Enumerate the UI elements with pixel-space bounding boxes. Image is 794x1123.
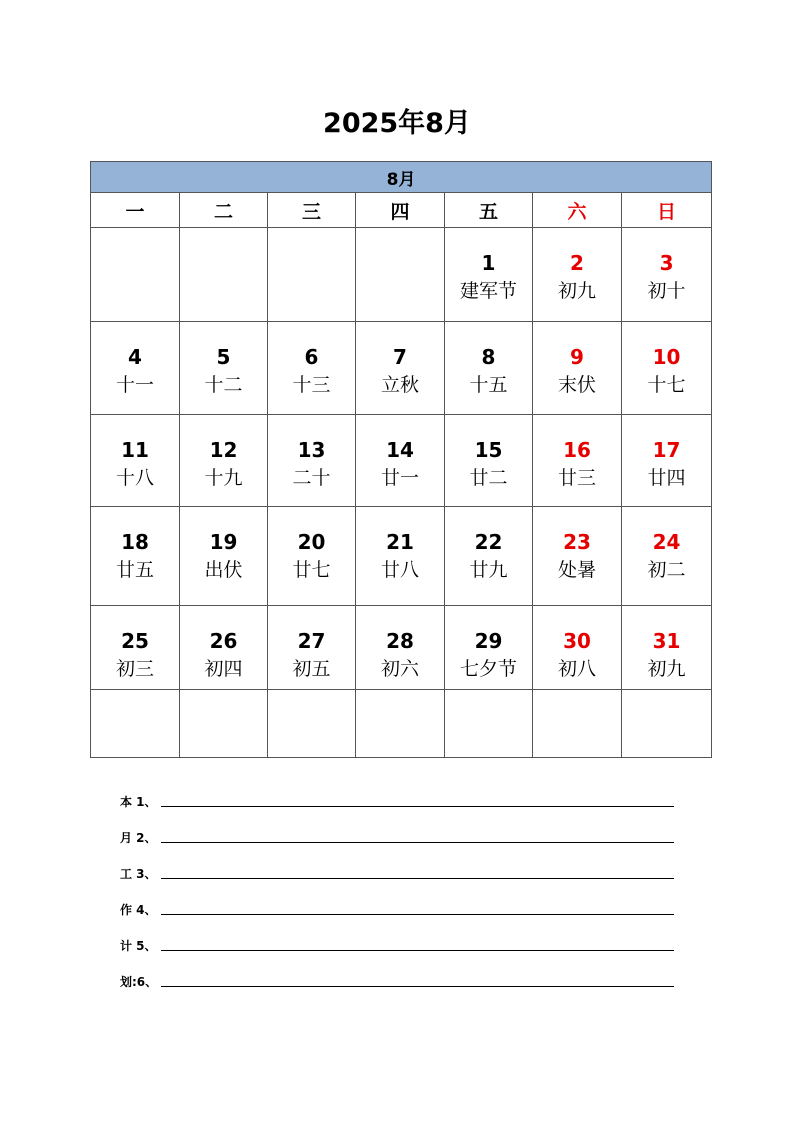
day-number: 9 — [570, 345, 584, 369]
lunar-date: 十三 — [292, 374, 331, 396]
day-cell[interactable] — [356, 606, 445, 690]
calendar-table — [90, 161, 712, 758]
day-cell[interactable] — [268, 606, 356, 690]
empty-day-cell[interactable] — [91, 228, 180, 322]
week-row — [91, 228, 712, 322]
empty-day-cell[interactable] — [533, 690, 622, 758]
lunar-date: 十一 — [115, 374, 154, 396]
day-number: 2 — [570, 251, 584, 275]
day-cell[interactable] — [533, 228, 622, 322]
note-label: 计 5、 — [120, 939, 157, 953]
day-number: 16 — [563, 438, 591, 462]
day-cell[interactable] — [91, 322, 180, 415]
day-cell[interactable] — [180, 322, 268, 415]
day-number: 28 — [386, 629, 414, 653]
weekday-wed: 三 — [268, 193, 356, 228]
note-line[interactable] — [161, 986, 674, 987]
day-number: 31 — [652, 629, 681, 653]
note-line[interactable] — [161, 806, 674, 807]
note-line[interactable] — [161, 878, 674, 879]
day-number: 6 — [304, 345, 319, 369]
day-number: 15 — [474, 438, 503, 462]
day-cell[interactable] — [622, 415, 712, 507]
day-cell[interactable] — [180, 507, 268, 606]
day-number: 10 — [652, 345, 681, 369]
empty-day-cell[interactable] — [622, 690, 712, 758]
note-label: 本 1、 — [120, 795, 157, 809]
lunar-date: 十五 — [469, 374, 508, 396]
lunar-date: 初六 — [380, 658, 419, 680]
empty-day-cell[interactable] — [356, 690, 445, 758]
day-number: 7 — [393, 345, 407, 369]
lunar-date: 十九 — [204, 467, 243, 489]
lunar-date: 廿九 — [469, 559, 508, 581]
day-cell[interactable] — [91, 606, 180, 690]
lunar-date: 廿五 — [115, 559, 154, 581]
day-cell[interactable] — [445, 507, 533, 606]
day-cell[interactable] — [445, 415, 533, 507]
day-number: 19 — [209, 530, 238, 554]
day-cell[interactable] — [268, 415, 356, 507]
work-plan-notes — [120, 790, 680, 1006]
lunar-date: 建军节 — [459, 280, 517, 302]
day-number: 21 — [386, 530, 414, 554]
empty-day-cell[interactable] — [180, 690, 268, 758]
day-cell[interactable] — [268, 322, 356, 415]
weekday-thu: 四 — [356, 193, 445, 228]
day-cell[interactable] — [533, 606, 622, 690]
day-cell[interactable] — [268, 507, 356, 606]
empty-day-cell[interactable] — [356, 228, 445, 322]
lunar-date: 初四 — [204, 658, 243, 680]
day-number: 20 — [297, 530, 326, 554]
day-cell[interactable] — [91, 507, 180, 606]
lunar-date: 七夕节 — [459, 658, 517, 680]
weekday-sat: 六 — [533, 193, 622, 228]
lunar-date: 十八 — [115, 467, 154, 489]
lunar-date: 初五 — [292, 658, 331, 680]
lunar-date: 初二 — [647, 559, 686, 581]
day-cell[interactable] — [622, 507, 712, 606]
day-number: 22 — [474, 530, 503, 554]
day-cell[interactable] — [622, 228, 712, 322]
lunar-date: 十二 — [204, 374, 243, 396]
day-cell[interactable] — [533, 415, 622, 507]
day-number: 3 — [659, 251, 674, 275]
day-number: 26 — [209, 629, 238, 653]
day-cell[interactable] — [356, 322, 445, 415]
day-cell[interactable] — [622, 606, 712, 690]
empty-day-cell[interactable] — [180, 228, 268, 322]
day-cell[interactable] — [91, 415, 180, 507]
lunar-date: 初八 — [557, 658, 596, 680]
day-number: 30 — [563, 629, 591, 653]
lunar-date: 立秋 — [380, 374, 419, 396]
day-cell[interactable] — [180, 415, 268, 507]
day-number: 18 — [121, 530, 149, 554]
day-cell[interactable] — [445, 228, 533, 322]
day-number: 12 — [209, 438, 238, 462]
day-number: 13 — [297, 438, 326, 462]
day-number: 4 — [128, 345, 142, 369]
lunar-date: 廿二 — [469, 467, 508, 489]
note-row — [120, 934, 680, 970]
day-number: 17 — [652, 438, 681, 462]
note-line[interactable] — [161, 914, 674, 915]
day-number: 25 — [121, 629, 149, 653]
week-row — [91, 322, 712, 415]
note-row — [120, 898, 680, 934]
week-row — [91, 690, 712, 758]
day-cell[interactable] — [356, 415, 445, 507]
lunar-date: 初三 — [115, 658, 154, 680]
weekday-fri: 五 — [445, 193, 533, 228]
lunar-date: 廿三 — [557, 467, 596, 489]
note-row — [120, 826, 680, 862]
day-number: 1 — [481, 251, 496, 275]
day-number: 14 — [386, 438, 414, 462]
day-number: 8 — [481, 345, 496, 369]
day-number: 11 — [121, 438, 149, 462]
lunar-date: 初九 — [647, 658, 686, 680]
note-row — [120, 790, 680, 826]
note-label: 作 4、 — [120, 903, 157, 917]
lunar-date: 出伏 — [204, 559, 243, 581]
lunar-date: 处暑 — [557, 559, 596, 581]
weekday-tue: 二 — [180, 193, 268, 228]
lunar-date: 初十 — [647, 280, 686, 302]
day-cell[interactable] — [533, 322, 622, 415]
lunar-date: 末伏 — [557, 374, 596, 396]
day-cell[interactable] — [180, 606, 268, 690]
day-number: 23 — [563, 530, 591, 554]
lunar-date: 廿四 — [647, 467, 686, 489]
day-number: 5 — [216, 345, 231, 369]
day-cell[interactable] — [445, 322, 533, 415]
note-label: 月 2、 — [120, 831, 157, 845]
day-cell[interactable] — [533, 507, 622, 606]
day-number: 24 — [652, 530, 681, 554]
day-number: 29 — [474, 629, 503, 653]
week-row — [91, 415, 712, 507]
lunar-date: 二十 — [292, 467, 331, 489]
lunar-date: 十七 — [647, 374, 686, 396]
day-number: 27 — [297, 629, 326, 653]
month-header: 8月 — [91, 162, 712, 193]
empty-day-cell[interactable] — [268, 228, 356, 322]
weekday-sun: 日 — [622, 193, 712, 228]
lunar-date: 廿七 — [292, 559, 331, 581]
lunar-date: 廿一 — [380, 467, 419, 489]
note-line[interactable] — [161, 950, 674, 951]
weekday-mon: 一 — [91, 193, 180, 228]
page-title: 2025年8月 — [323, 108, 471, 139]
note-line[interactable] — [161, 842, 674, 843]
day-cell[interactable] — [356, 507, 445, 606]
week-row — [91, 606, 712, 690]
lunar-date: 廿八 — [380, 559, 419, 581]
week-row — [91, 507, 712, 606]
empty-day-cell[interactable] — [268, 690, 356, 758]
empty-day-cell[interactable] — [445, 690, 533, 758]
note-row — [120, 862, 680, 898]
note-label: 工 3、 — [120, 867, 157, 881]
note-label: 划:6、 — [120, 975, 158, 989]
day-cell[interactable] — [445, 606, 533, 690]
empty-day-cell[interactable] — [91, 690, 180, 758]
note-row — [120, 970, 680, 1006]
day-cell[interactable] — [622, 322, 712, 415]
lunar-date: 初九 — [557, 280, 596, 302]
